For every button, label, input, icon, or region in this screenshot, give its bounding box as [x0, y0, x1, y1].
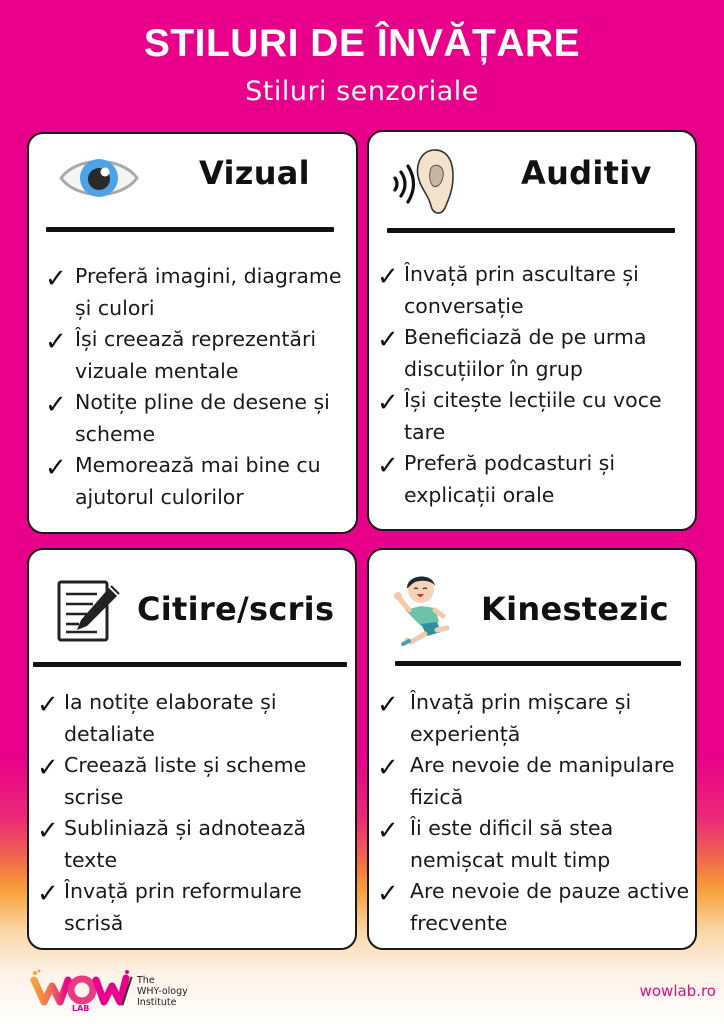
trait-list — [37, 687, 353, 939]
list-item: ✓ Notițe pline de desene și scheme — [45, 390, 330, 446]
institute-tagline: The WHY-ology Institute — [137, 975, 188, 1008]
card-citire-scris — [27, 548, 357, 950]
checkmark-icon: ✓ — [37, 753, 59, 783]
list-item: ✓ Ia notițe elaborate și detaliate — [37, 690, 277, 746]
list-item: ✓ Își creează reprezentări vizuale mentale — [45, 327, 317, 383]
trait-list — [377, 259, 693, 511]
checkmark-icon: ✓ — [45, 327, 67, 357]
checkmark-icon: ✓ — [377, 753, 399, 783]
checkmark-icon: ✓ — [377, 451, 399, 481]
website-link[interactable]: wowlab.ro — [639, 982, 716, 1000]
ear-icon — [389, 146, 469, 218]
list-item: ✓ Preferă podcasturi și explicații orale — [377, 451, 616, 507]
card-title-auditiv: Auditiv — [521, 154, 652, 192]
list-item: ✓ Își citește lecțiile cu voce tare — [377, 388, 662, 444]
list-item: ✓ Preferă imagini, diagrame și culori — [45, 264, 342, 320]
list-item: ✓ Subliniază și adnotează texte — [37, 816, 307, 872]
checkmark-icon: ✓ — [377, 262, 399, 292]
checkmark-icon: ✓ — [45, 390, 67, 420]
checkmark-icon: ✓ — [377, 325, 399, 355]
card-title-kinestezic: Kinestezic — [481, 590, 669, 628]
list-item: ✓ Beneficiază de pe urma discuțiilor în grup — [377, 325, 647, 381]
list-item: ✓ Creează liste și scheme scrise — [37, 753, 307, 809]
checkmark-icon: ✓ — [377, 816, 399, 846]
list-item: ✓ Învață prin mișcare și experiență — [377, 690, 632, 746]
divider — [33, 662, 347, 667]
card-title-citire-scris: Citire/scris — [137, 590, 335, 628]
card-kinestezic — [367, 548, 697, 950]
list-item: ✓ Are nevoie de manipulare fizică — [377, 753, 675, 809]
list-item: ✓ Învață prin reformulare scrisă — [37, 879, 302, 935]
checkmark-icon: ✓ — [377, 388, 399, 418]
trait-list — [377, 687, 695, 939]
checkmark-icon: ✓ — [377, 690, 399, 720]
list-item: ✓ Memorează mai bine cu ajutorul culorilor — [45, 453, 321, 509]
eye-icon — [57, 152, 141, 204]
checkmark-icon: ✓ — [377, 879, 399, 909]
checkmark-icon: ✓ — [37, 879, 59, 909]
divider — [46, 227, 334, 232]
checkmark-icon: ✓ — [45, 453, 67, 483]
wowlab-logo[interactable] — [30, 968, 130, 1012]
card-vizual — [27, 132, 358, 534]
list-item: ✓ Îi este dificil să stea nemișcat mult timp — [377, 816, 614, 872]
divider — [387, 228, 675, 233]
divider — [395, 661, 681, 666]
checkmark-icon: ✓ — [45, 264, 67, 294]
trait-list — [45, 261, 355, 513]
svg-text:LAB: LAB — [72, 1004, 90, 1012]
checkmark-icon: ✓ — [37, 816, 59, 846]
page-title: STILURI DE ÎNVĂȚARE — [143, 22, 581, 65]
card-auditiv — [367, 130, 697, 531]
running-child-icon — [391, 570, 455, 646]
notepad-pen-icon — [57, 580, 123, 644]
checkmark-icon: ✓ — [37, 690, 59, 720]
page-subtitle: Stiluri senzoriale — [245, 76, 479, 107]
list-item: ✓ Învață prin ascultare și conversație — [377, 262, 639, 318]
card-title-vizual: Vizual — [199, 154, 310, 192]
list-item: ✓ Are nevoie de pauze active frecvente — [377, 879, 690, 935]
